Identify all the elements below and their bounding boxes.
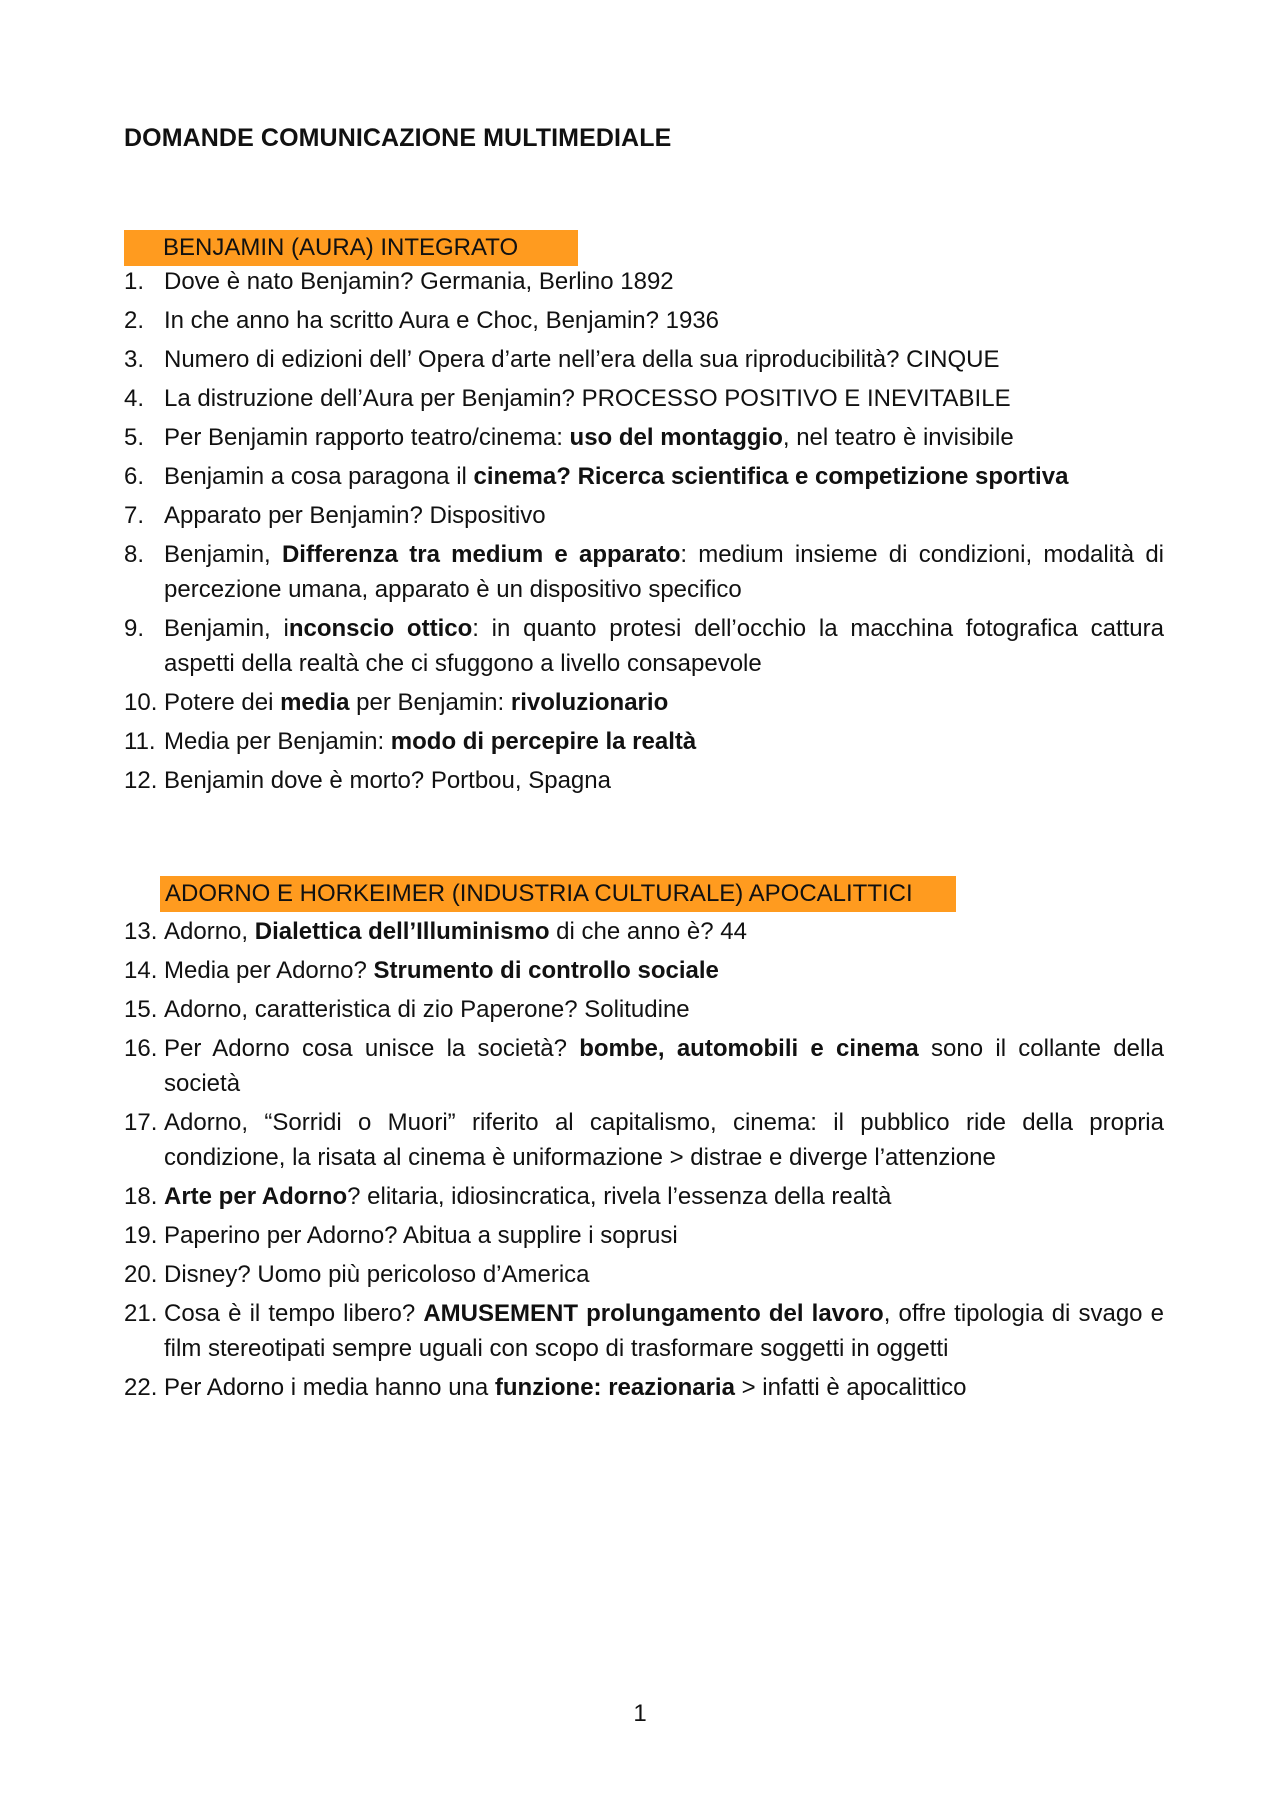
item-number: 21.	[124, 1300, 158, 1327]
item-text	[164, 992, 1164, 1027]
item-number: 13.	[124, 918, 158, 945]
text-run: Dove è nato Benjamin? Germania, Berlino 1892	[164, 268, 674, 295]
list-item	[124, 264, 1164, 299]
item-number: 14.	[124, 957, 158, 984]
text-run: Per Adorno i media hanno una	[164, 1374, 495, 1401]
item-text	[164, 1031, 1164, 1101]
text-run: Benjamin,	[164, 541, 282, 568]
list-item	[124, 1105, 1164, 1175]
item-text	[164, 1370, 1164, 1405]
text-run: In che anno ha scritto Aura e Choc, Benjamin? 1936	[164, 307, 720, 334]
list-item	[124, 1257, 1164, 1292]
bold-text: Arte per Adorno	[164, 1183, 348, 1210]
list-item	[124, 914, 1164, 949]
list-item	[124, 420, 1164, 455]
text-run: di che anno è? 44	[549, 918, 747, 945]
list-item	[124, 1179, 1164, 1214]
text-run: sono il collante della società	[164, 1035, 1165, 1097]
item-number: 15.	[124, 996, 158, 1023]
item-number: 10.	[124, 689, 158, 716]
text-run: : medium insieme di condizioni, modalità di percezione umana, apparato è un dispositivo specifico	[164, 541, 1164, 603]
list-item	[124, 1370, 1164, 1405]
text-run: Adorno, caratteristica di zio Paperone? Solitudine	[164, 996, 690, 1023]
list-item	[124, 1296, 1164, 1366]
item-number: 7.	[124, 502, 145, 529]
bold-text: Differenza tra medium e apparato	[281, 541, 681, 568]
page-title: DOMANDE COMUNICAZIONE MULTIMEDIALE	[124, 124, 672, 152]
page-number: 1	[633, 1700, 647, 1727]
bold-text: cinema? Ricerca scientifica e competizione sportiva	[473, 463, 1069, 490]
text-run: La distruzione dell’Aura per Benjamin? PROCESSO POSITIVO E INEVITABILE	[164, 385, 1011, 412]
text-run: Media per Benjamin:	[164, 728, 391, 755]
text-run: Adorno, “Sorridi o Muori” riferito al capitalismo, cinema: il pubblico ride della propria condizione, la risata al cinema è uniformazione > distrae e diverge l’attenzione	[164, 1109, 1164, 1171]
bold-text: nconscio ottico	[288, 615, 473, 642]
text-run: , offre tipologia di svago e film stereotipati sempre uguali con scopo di trasformare soggetti in oggetti	[164, 1300, 1164, 1362]
item-text	[164, 724, 1164, 759]
text-run: Benjamin, i	[164, 615, 289, 642]
item-number: 22.	[124, 1374, 158, 1401]
item-number: 5.	[124, 424, 145, 451]
bold-text: Dialettica dell’Illuminismo	[254, 918, 550, 945]
list-item	[124, 1031, 1164, 1101]
text-run: Numero di edizioni dell’ Opera d’arte nell’era della sua riproducibilità? CINQUE	[164, 346, 1000, 373]
item-text	[164, 342, 1164, 377]
text-run: Per Adorno cosa unisce la società?	[164, 1035, 580, 1062]
item-number: 8.	[124, 541, 145, 568]
item-number: 11.	[124, 728, 156, 755]
bold-text: bombe, automobili e cinema	[579, 1035, 919, 1062]
bold-text: rivoluzionario	[510, 689, 669, 716]
text-run: Apparato per Benjamin? Dispositivo	[164, 502, 546, 529]
list-item	[124, 685, 1164, 720]
item-text	[164, 264, 1164, 299]
item-text	[164, 685, 1164, 720]
list-item	[124, 381, 1164, 416]
text-run: Benjamin a cosa paragona il	[164, 463, 474, 490]
list-item	[124, 953, 1164, 988]
item-number: 3.	[124, 346, 145, 373]
item-number: 2.	[124, 307, 145, 334]
section-heading-benjamin: BENJAMIN (AURA) INTEGRATO	[124, 230, 578, 266]
list-item	[124, 498, 1164, 533]
bold-text: AMUSEMENT prolungamento del lavoro	[423, 1300, 884, 1327]
list-item	[124, 342, 1164, 377]
text-run: Adorno,	[164, 918, 255, 945]
item-number: 1.	[124, 268, 145, 295]
item-number: 18.	[124, 1183, 158, 1210]
bold-text: media	[280, 689, 350, 716]
text-run: Cosa è il tempo libero?	[164, 1300, 424, 1327]
item-number: 9.	[124, 615, 145, 642]
item-text	[164, 1257, 1164, 1292]
list-item	[124, 611, 1164, 681]
text-run: Media per Adorno?	[164, 957, 374, 984]
list-item	[124, 1218, 1164, 1253]
text-run: ? elitaria, idiosincratica, rivela l’essenza della realtà	[347, 1183, 892, 1210]
question-list-adorno	[124, 914, 1164, 1409]
item-number: 20.	[124, 1261, 158, 1288]
item-text	[164, 914, 1164, 949]
list-item	[124, 459, 1164, 494]
section-heading-adorno: ADORNO E HORKEIMER (INDUSTRIA CULTURALE) APOCALITTICI	[160, 876, 956, 912]
item-text	[164, 953, 1164, 988]
list-item	[124, 724, 1164, 759]
bold-text: Strumento di controllo sociale	[373, 957, 719, 984]
item-number: 4.	[124, 385, 145, 412]
item-number: 12.	[124, 767, 158, 794]
item-text	[164, 1179, 1164, 1214]
item-number: 19.	[124, 1222, 158, 1249]
question-list-benjamin	[124, 264, 1164, 802]
list-item	[124, 763, 1164, 798]
bold-text: funzione: reazionaria	[494, 1374, 735, 1401]
item-text	[164, 537, 1164, 607]
text-run: > infatti è apocalittico	[734, 1374, 967, 1401]
item-text	[164, 763, 1164, 798]
bold-text: uso del montaggio	[569, 424, 783, 451]
item-text	[164, 1296, 1164, 1366]
text-run: Paperino per Adorno? Abitua a supplire i soprusi	[164, 1222, 678, 1249]
list-item	[124, 992, 1164, 1027]
item-text	[164, 1105, 1164, 1175]
item-text	[164, 303, 1164, 338]
text-run: Per Benjamin rapporto teatro/cinema:	[164, 424, 570, 451]
list-item	[124, 537, 1164, 607]
text-run: Disney? Uomo più pericoloso d’America	[164, 1261, 590, 1288]
text-run: per Benjamin:	[349, 689, 511, 716]
item-text	[164, 420, 1164, 455]
text-run: Benjamin dove è morto? Portbou, Spagna	[164, 767, 611, 794]
bold-text: modo di percepire la realtà	[390, 728, 697, 755]
text-run: Potere dei	[164, 689, 281, 716]
text-run: , nel teatro è invisibile	[782, 424, 1014, 451]
item-text	[164, 459, 1164, 494]
item-number: 6.	[124, 463, 145, 490]
list-item	[124, 303, 1164, 338]
item-text	[164, 1218, 1164, 1253]
item-number: 16.	[124, 1035, 158, 1062]
item-number: 17.	[124, 1109, 158, 1136]
text-run: : in quanto protesi dell’occhio la macchina fotografica cattura aspetti della realtà che ci sfuggono a livello consapevole	[164, 615, 1164, 677]
item-text	[164, 498, 1164, 533]
item-text	[164, 611, 1164, 681]
item-text	[164, 381, 1164, 416]
